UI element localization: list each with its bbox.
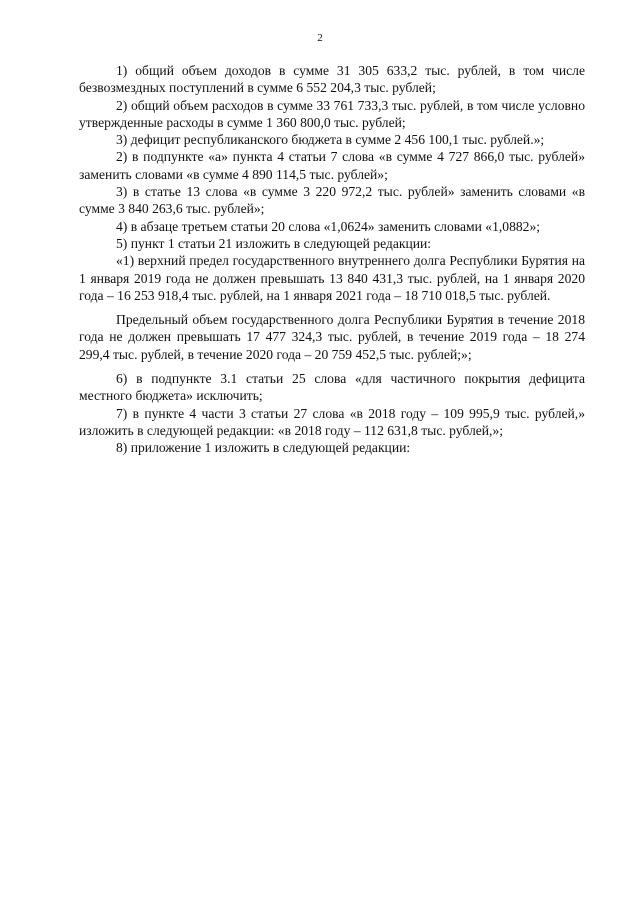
- paragraph-appendix-1: 8) приложение 1 изложить в следующей редакции:: [116, 440, 411, 456]
- paragraph-article-21-intro: 5) пункт 1 статьи 21 изложить в следующей редакции:: [116, 235, 432, 251]
- paragraph-total-revenue: 1) общий объем доходов в сумме 31 305 633,2 тыс. рублей, в том числе безвозмездных поступлений в сумме 6 552 204,3 тыс. рублей;: [79, 63, 585, 96]
- page-number: 2: [317, 32, 323, 44]
- paragraph-debt-ceiling: «1) верхний предел государственного внутреннего долга Республики Бурятия на 1 января 2019 года не должен превышать 13 840 431,3 тыс. рублей, на 1 января 2020 года – 16 253 918,4 тыс. рублей, на 1 января 2021 года – 18 710 018,5 тыс. рублей.: [79, 253, 585, 303]
- paragraph-deficit: 3) дефицит республиканского бюджета в сумме 2 456 100,1 тыс. рублей.»;: [116, 132, 545, 148]
- paragraph-article-7-amendment: 2) в подпункте «а» пункта 4 статьи 7 слова «в сумме 4 727 866,0 тыс. рублей» заменить словами «в сумме 4 890 114,5 тыс. рублей»;: [79, 149, 585, 182]
- paragraph-total-expenses: 2) общий объем расходов в сумме 33 761 733,3 тыс. рублей, в том числе условно утвержденные расходы в сумме 1 360 800,0 тыс. рублей;: [79, 97, 585, 130]
- paragraph-article-20-amendment: 4) в абзаце третьем статьи 20 слова «1,0624» заменить словами «1,0882»;: [116, 218, 541, 234]
- document-body: [79, 62, 585, 457]
- paragraph-article-13-amendment: 3) в статье 13 слова «в сумме 3 220 972,2 тыс. рублей» заменить словами «в сумме 3 840 263,6 тыс. рублей»;: [79, 184, 585, 217]
- paragraph-article-27-amendment: 7) в пункте 4 части 3 статьи 27 слова «в 2018 году – 109 995,9 тыс. рублей,» изложить в следующей редакции: «в 2018 году – 112 631,8 тыс. рублей,»;: [79, 405, 585, 438]
- paragraph-article-25-amendment: 6) в подпункте 3.1 статьи 25 слова «для частичного покрытия дефицита местного бюджета» исключить;: [79, 371, 585, 404]
- paragraph-debt-limit: Предельный объем государственного долга Республики Бурятия в течение 2018 года не должен превышать 17 477 324,3 тыс. рублей, в течение 2019 года – 18 274 299,4 тыс. рублей, в течение 2020 года – 20 759 452,5 тыс. рублей;»;: [79, 312, 585, 362]
